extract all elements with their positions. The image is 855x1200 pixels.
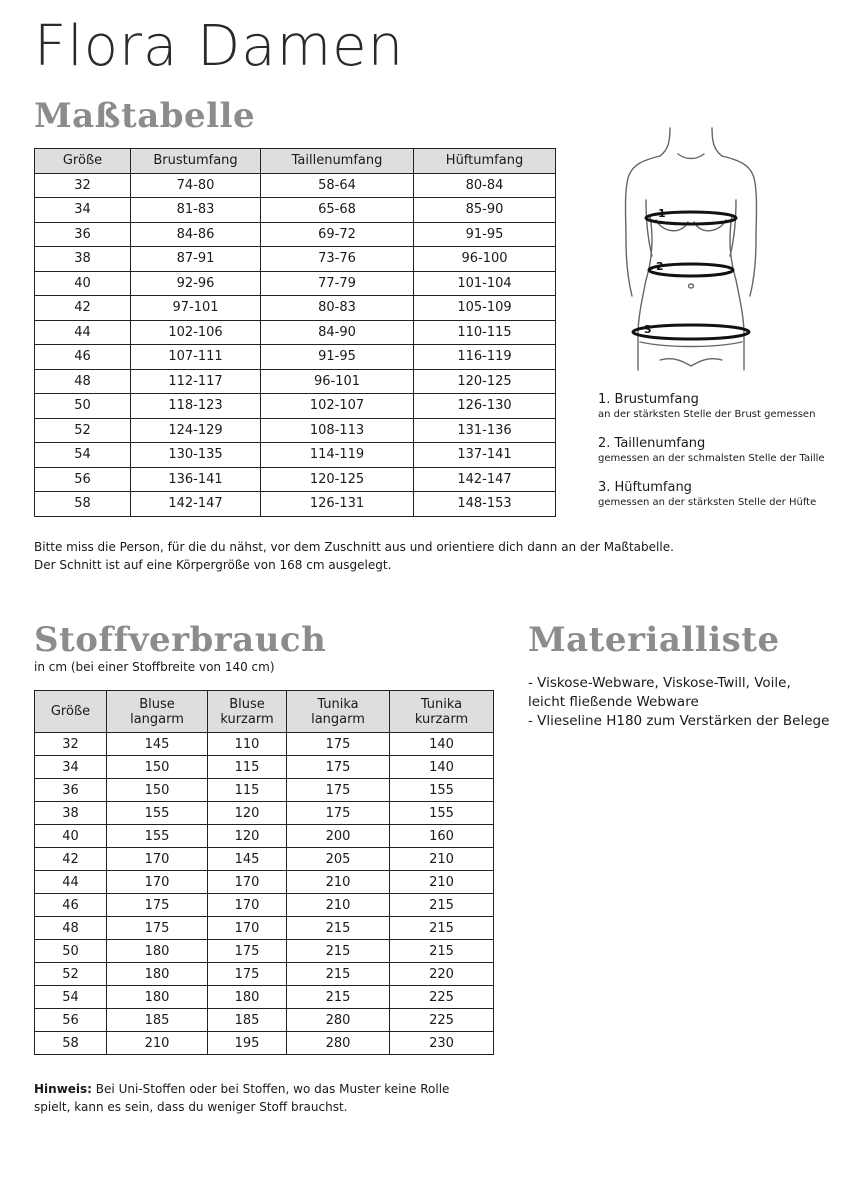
table-cell: 44	[35, 871, 107, 894]
marker-2: 2	[656, 260, 664, 273]
table-row	[35, 802, 494, 825]
table-cell: 50	[35, 394, 131, 419]
header-line: Bluse	[229, 696, 265, 712]
body-measurement-figure	[598, 120, 768, 380]
table-cell: 108-113	[261, 418, 414, 443]
header-line: kurzarm	[414, 711, 469, 727]
column-header: Brustumfang	[131, 149, 261, 174]
table-row	[35, 779, 494, 802]
table-cell: 215	[390, 894, 494, 917]
table-cell: 175	[107, 917, 208, 940]
table-cell: 210	[390, 871, 494, 894]
table-cell: 46	[35, 345, 131, 370]
marker-1: 1	[658, 207, 666, 220]
material-item: - Viskose-Webware, Viskose-Twill, Voile,	[528, 675, 791, 691]
table-row	[35, 1032, 494, 1055]
table-cell: 126-131	[261, 492, 414, 517]
table-row	[35, 871, 494, 894]
table-cell: 65-68	[261, 198, 414, 223]
table-row	[35, 733, 494, 756]
column-header	[208, 691, 287, 733]
measurement-legend	[598, 392, 848, 510]
table-cell: 52	[35, 963, 107, 986]
table-cell: 120-125	[261, 467, 414, 492]
table-cell: 195	[208, 1032, 287, 1055]
legend-item: 1. Brustumfang an der stärksten Stelle der Brust gemessen	[598, 392, 816, 420]
table-cell: 200	[287, 825, 390, 848]
table-cell: 77-79	[261, 271, 414, 296]
table-cell: 91-95	[414, 222, 556, 247]
table-cell: 155	[107, 825, 208, 848]
table-cell: 32	[35, 733, 107, 756]
table-cell: 170	[107, 871, 208, 894]
table-cell: 280	[287, 1032, 390, 1055]
table-cell: 40	[35, 271, 131, 296]
header-line: kurzarm	[220, 711, 274, 727]
table-cell: 180	[107, 940, 208, 963]
table-cell: 84-90	[261, 320, 414, 345]
table-cell: 120-125	[414, 369, 556, 394]
table-cell: 142-147	[414, 467, 556, 492]
table-cell: 150	[107, 779, 208, 802]
table-row	[35, 917, 494, 940]
size-chart-heading: Maßtabelle	[34, 96, 256, 136]
table-cell: 175	[107, 894, 208, 917]
header-line: Bluse	[139, 696, 175, 712]
table-row	[35, 296, 556, 321]
table-row	[35, 271, 556, 296]
table-cell: 110-115	[414, 320, 556, 345]
fabric-subheading: in cm (bei einer Stoffbreite von 140 cm)	[34, 660, 275, 674]
table-cell: 115	[208, 756, 287, 779]
table-row	[35, 173, 556, 198]
table-cell: 96-101	[261, 369, 414, 394]
table-row	[35, 940, 494, 963]
table-cell: 175	[208, 963, 287, 986]
table-cell: 40	[35, 825, 107, 848]
table-cell: 36	[35, 779, 107, 802]
table-cell: 170	[107, 848, 208, 871]
table-cell: 205	[287, 848, 390, 871]
table-cell: 210	[287, 871, 390, 894]
legend-item: 2. Taillenumfang gemessen an der schmalsten Stelle der Taille	[598, 436, 825, 464]
table-cell: 34	[35, 198, 131, 223]
table-row	[35, 394, 556, 419]
marker-3: 3	[644, 323, 652, 336]
table-cell: 34	[35, 756, 107, 779]
hint-text: Bei Uni-Stoffen oder bei Stoffen, wo das Muster keine Rolle	[91, 1082, 450, 1096]
table-cell: 175	[287, 733, 390, 756]
table-cell: 97-101	[131, 296, 261, 321]
table-cell: 225	[390, 986, 494, 1009]
header-line: langarm	[311, 711, 365, 727]
table-cell: 175	[287, 802, 390, 825]
table-cell: 155	[390, 802, 494, 825]
materials-list	[528, 674, 848, 731]
table-cell: 155	[107, 802, 208, 825]
table-cell: 115	[208, 779, 287, 802]
table-cell: 52	[35, 418, 131, 443]
table-cell: 230	[390, 1032, 494, 1055]
table-cell: 210	[390, 848, 494, 871]
table-cell: 185	[208, 1009, 287, 1032]
table-cell: 215	[390, 940, 494, 963]
table-cell: 120	[208, 802, 287, 825]
table-cell: 110	[208, 733, 287, 756]
table-cell: 170	[208, 917, 287, 940]
table-cell: 210	[287, 894, 390, 917]
column-header	[287, 691, 390, 733]
fabric-table	[34, 690, 494, 1055]
table-cell: 145	[208, 848, 287, 871]
table-cell: 160	[390, 825, 494, 848]
table-cell: 112-117	[131, 369, 261, 394]
table-cell: 102-106	[131, 320, 261, 345]
page-title: Flora Damen	[34, 14, 405, 79]
table-cell: 92-96	[131, 271, 261, 296]
table-cell: 48	[35, 917, 107, 940]
table-cell: 180	[208, 986, 287, 1009]
table-cell: 215	[390, 917, 494, 940]
table-row	[35, 247, 556, 272]
table-cell: 142-147	[131, 492, 261, 517]
table-cell: 185	[107, 1009, 208, 1032]
table-cell: 140	[390, 756, 494, 779]
table-cell: 175	[208, 940, 287, 963]
size-chart-note	[34, 538, 674, 574]
column-header: Größe	[35, 149, 131, 174]
header-line: Größe	[50, 704, 91, 719]
header-line: Tunika	[420, 696, 463, 712]
table-cell: 136-141	[131, 467, 261, 492]
table-cell: 102-107	[261, 394, 414, 419]
material-item: leicht fließende Webware	[528, 694, 699, 710]
table-row	[35, 418, 556, 443]
column-header	[35, 691, 107, 733]
fabric-hint	[34, 1080, 449, 1116]
table-cell: 50	[35, 940, 107, 963]
table-cell: 58	[35, 492, 131, 517]
table-cell: 118-123	[131, 394, 261, 419]
table-cell: 101-104	[414, 271, 556, 296]
table-row	[35, 467, 556, 492]
table-cell: 54	[35, 986, 107, 1009]
header-line: langarm	[130, 711, 184, 727]
table-cell: 131-136	[414, 418, 556, 443]
table-cell: 56	[35, 1009, 107, 1032]
table-row	[35, 756, 494, 779]
table-cell: 42	[35, 296, 131, 321]
note-line: Der Schnitt ist auf eine Körpergröße von 168 cm ausgelegt.	[34, 558, 392, 572]
column-header	[107, 691, 208, 733]
note-line: Bitte miss die Person, für die du nähst, vor dem Zuschnitt aus und orientiere dich dann an der Maßtabelle.	[34, 540, 674, 554]
table-cell: 58	[35, 1032, 107, 1055]
table-cell: 215	[287, 986, 390, 1009]
table-cell: 48	[35, 369, 131, 394]
table-row	[35, 825, 494, 848]
table-cell: 80-84	[414, 173, 556, 198]
legend-item: 3. Hüftumfang gemessen an der stärksten Stelle der Hüfte	[598, 480, 817, 508]
table-row	[35, 369, 556, 394]
table-cell: 137-141	[414, 443, 556, 468]
table-row	[35, 848, 494, 871]
table-cell: 69-72	[261, 222, 414, 247]
table-cell: 225	[390, 1009, 494, 1032]
table-cell: 180	[107, 963, 208, 986]
table-cell: 107-111	[131, 345, 261, 370]
table-cell: 116-119	[414, 345, 556, 370]
table-cell: 36	[35, 222, 131, 247]
table-cell: 175	[287, 779, 390, 802]
table-row	[35, 986, 494, 1009]
table-cell: 54	[35, 443, 131, 468]
table-row	[35, 345, 556, 370]
table-cell: 145	[107, 733, 208, 756]
table-cell: 215	[287, 917, 390, 940]
table-row	[35, 222, 556, 247]
table-cell: 96-100	[414, 247, 556, 272]
table-cell: 280	[287, 1009, 390, 1032]
table-cell: 81-83	[131, 198, 261, 223]
table-cell: 120	[208, 825, 287, 848]
table-cell: 150	[107, 756, 208, 779]
table-row	[35, 492, 556, 517]
table-cell: 42	[35, 848, 107, 871]
table-cell: 85-90	[414, 198, 556, 223]
table-cell: 126-130	[414, 394, 556, 419]
table-cell: 140	[390, 733, 494, 756]
table-cell: 220	[390, 963, 494, 986]
hint-label: Hinweis:	[34, 1082, 92, 1096]
column-header: Hüftumfang	[414, 149, 556, 174]
table-cell: 114-119	[261, 443, 414, 468]
table-row	[35, 320, 556, 345]
table-cell: 84-86	[131, 222, 261, 247]
column-header: Taillenumfang	[261, 149, 414, 174]
table-row	[35, 443, 556, 468]
table-cell: 148-153	[414, 492, 556, 517]
table-cell: 130-135	[131, 443, 261, 468]
table-cell: 58-64	[261, 173, 414, 198]
table-cell: 215	[287, 940, 390, 963]
table-row	[35, 1009, 494, 1032]
table-cell: 56	[35, 467, 131, 492]
table-row	[35, 198, 556, 223]
table-cell: 44	[35, 320, 131, 345]
fabric-heading: Stoffverbrauch	[34, 620, 327, 660]
table-row	[35, 963, 494, 986]
table-cell: 91-95	[261, 345, 414, 370]
table-cell: 73-76	[261, 247, 414, 272]
table-cell: 170	[208, 871, 287, 894]
table-cell: 74-80	[131, 173, 261, 198]
table-cell: 38	[35, 247, 131, 272]
table-cell: 32	[35, 173, 131, 198]
table-cell: 180	[107, 986, 208, 1009]
table-cell: 175	[287, 756, 390, 779]
materials-heading: Materialliste	[528, 620, 780, 660]
table-cell: 124-129	[131, 418, 261, 443]
table-cell: 87-91	[131, 247, 261, 272]
table-cell: 215	[287, 963, 390, 986]
table-cell: 105-109	[414, 296, 556, 321]
table-cell: 46	[35, 894, 107, 917]
table-cell: 80-83	[261, 296, 414, 321]
header-line: Tunika	[317, 696, 359, 712]
size-chart-table	[34, 148, 556, 517]
table-cell: 210	[107, 1032, 208, 1055]
hint-text: spielt, kann es sein, dass du weniger Stoff brauchst.	[34, 1100, 348, 1114]
material-item: - Vlieseline H180 zum Verstärken der Belege	[528, 713, 830, 729]
table-cell: 170	[208, 894, 287, 917]
table-cell: 155	[390, 779, 494, 802]
table-cell: 38	[35, 802, 107, 825]
column-header	[390, 691, 494, 733]
table-row	[35, 894, 494, 917]
